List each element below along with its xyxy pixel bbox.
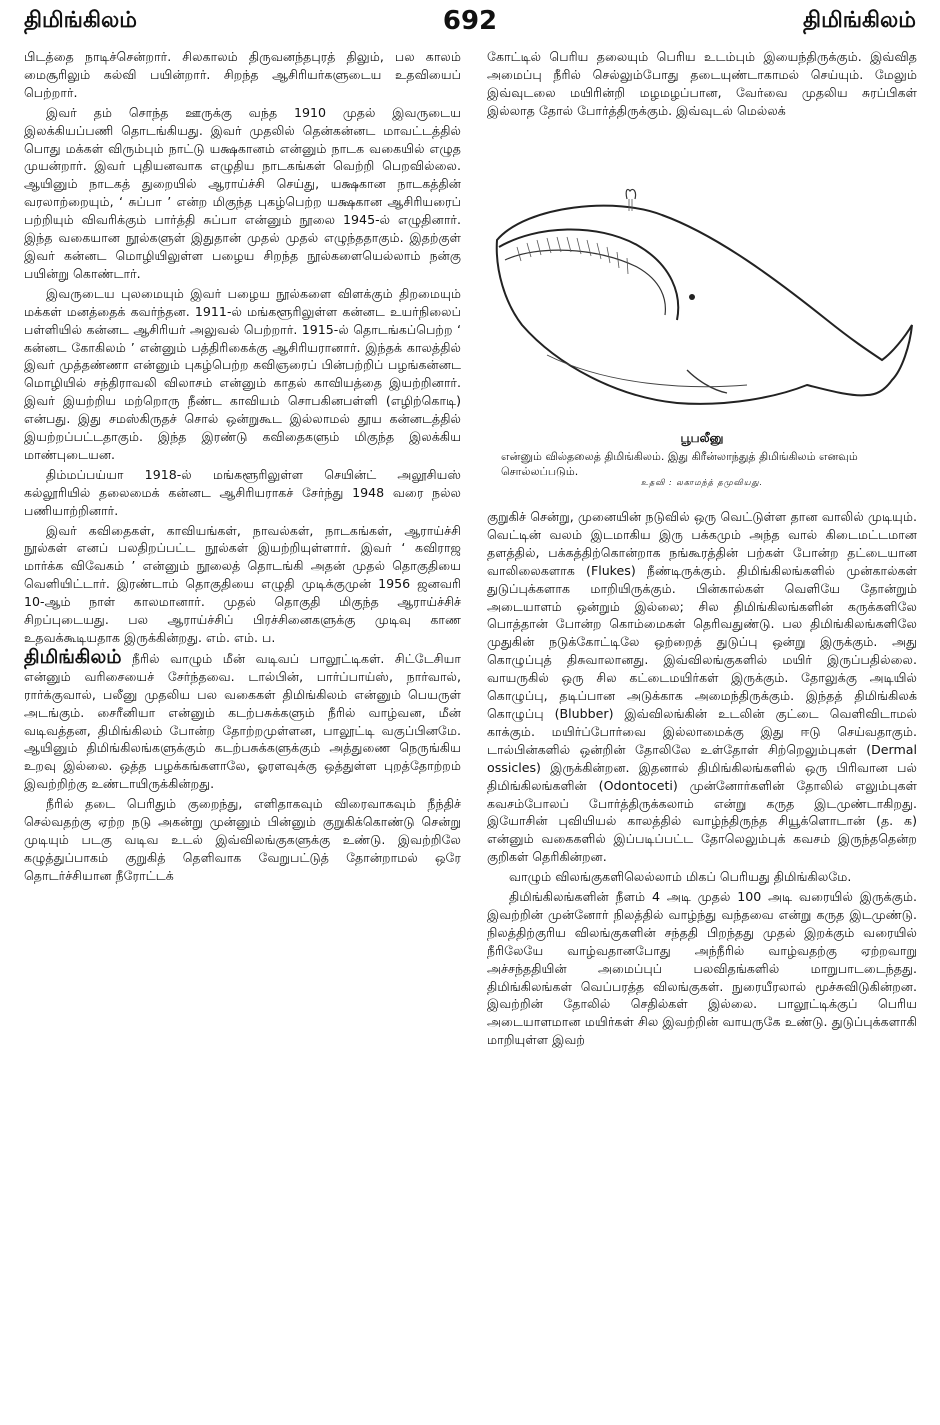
whale-figure [487, 185, 917, 507]
whale-body [497, 206, 912, 404]
paragraph: குறுகிச் சென்று, முனையின் நடுவில் ஒரு வெட்டுள்ள தான வாலில் முடியும். வெட்டின் வலம் இடமாகிய இரு பக்கமும் அந்த வால் கிடைமட்டமான தளத்தில், பக்கத்திற்கொன்றாக நங்கூரத்தின் பற்கள் போன்ற தட்டையான வாலிலைகளாக (Flukes) நீண்டிருக்கும். திமிங்கிலங்களில் முன்கால்கள் துடுப்புக்களாக மாறியிருக்கும். பின்கால்கள் வெளியே தோன்றும் அடையாளம் ஒன்றும் இல்லை; சில திமிங்கிலங்களின் கருக்களிலே பொத்தான் போன்ற கொம்மைகள் தெரிவதுண்டு. பல திமிங்கிலங்களிலே முதுகின் நடுக்கோட்டிலே ஒற்றைத் துடுப்பு ஒன்று இருக்கும். அது கொழுப்புத் திசுவாலானது. இவ்விலங்குகளில் மயிர் இருப்பதில்லை. வாயருகில் ஒரு சில கட்டைமயிர்கள் இருக்கும். தோலுக்கு அடியில் கொழுப்பு, தடிப்பான அடுக்காக அமைந்திருக்கும். இந்தத் திமிங்கிலக் கொழுப்பு (Blubber) இவ்விலங்கின் உடலின் குட்டை வெளிவிடாமல் காக்கும். மயிர்ப்போர்வை இல்லாமைக்கு இது ஈடு செய்வதாகும். டால்பின்களில் ஒன்றின் தோலிலே உள்தோள் சிற்றெலும்புகள் (Dermal ossicles) இருக்கின்றன. இதனால் திமிங்கிலங்களில் ஒரு பிரிவான பல் திமிங்கிலங்களின் (Odontoceti) முன்னோர்களின் தோலில் எலும்புகள் கவசம்போலப் போர்த்திருக்கலாம் என்று கருத இடமுண்டாகிறது. இயோசின் புவியியல் காலத்தில் வாழ்ந்திருந்த சியூக்ளொடான் (த. க) என்னும் வகைகளில் இப்படிப்பட்ட தோலெலும்புக் கவசம் இருந்ததென்ற குறிகள் தெரிகின்றன. [487, 509, 917, 865]
page-number: 692 [442, 6, 498, 36]
whale-flipper [687, 370, 727, 393]
whale-eye [689, 294, 695, 300]
whale-illustration [487, 185, 917, 425]
paragraph: நீரில் தடை பெரிதும் குறைந்து, எளிதாகவும் விரைவாகவும் நீந்திச் செல்வதற்கு ஏற்ற நடு அகன்று முன்னும் பின்னும் குறுகிக்கொண்டு சென்று முடியும் படகு வடிவ உடல் இவ்விலங்குகளுக்கு உண்டு. இவற்றிலே கழுத்துப்பாகம் குறுகித் தெளிவாக வேறுபட்டுத் தோன்றாமல் ஒரே தொடர்ச்சியான நீரோட்டக் [24, 796, 461, 883]
running-head-left: திமிங்கிலம் [24, 8, 137, 33]
paragraph: கோட்டில் பெரிய தலையும் பெரிய உடம்பும் இயைந்திருக்கும். இவ்வித அமைப்பு நீரில் செல்லும்போது தடையுண்டாகாமல் செய்யும். மேலும் இவ்வுடலை மயிரின்றி மழமழப்பான, வேர்வை முதலிய சுரப்பிகள் இல்லாத தோல் போர்த்திருக்கும். இவ்வுடல் மெல்லக் [487, 49, 917, 118]
paragraph: திம்மப்பய்யா 1918-ல் மங்களூரிலுள்ள செயின்ட் அலூசியஸ் கல்லூரியில் தலைமைக் கன்னட ஆசிரியராகச் சேர்ந்து 1948 வரை நல்ல பணியாற்றினார். [24, 466, 461, 518]
paragraph: இவர் கவிதைகள், காவியங்கள், நாவல்கள், நாடகங்கள், ஆராய்ச்சி நூல்கள் எனப் பலதிறப்பட்ட நூல்கள் இயற்றியுள்ளார். இவர் ‘ கவிராஜ மார்க்க விவேகம் ’ என்னும் நூலைத் தொடங்கி அதன் முதல் தொகுதியை வெளியிட்டார். இரண்டாம் தொகுதியை எழுதி முடிக்குமுன் 1956 ஜனவரி 10-ஆம் நாள் காலமானார். முதல் தொகுதி மிகுந்த ஆராய்ச்சிச் சிறப்புடையது. பல ஆராய்ச்சிப் பிரச்சினைகளுக்கு முடிவு காண உதவக்கூடியதாக இருக்கின்றது. எம். எம். ப. [24, 522, 461, 645]
figure-title: பூபலீனு [680, 431, 724, 445]
page-header [24, 6, 916, 42]
paragraph: இவருடைய புலமையும் இவர் பழைய நூல்களை விளக்கும் திறமையும் மக்கள் மனத்தைக் கவர்ந்தன. 1911-ல் மங்களூரிலுள்ள கன்னட உயர்நிலைப் பள்ளியில் கன்னட ஆசிரியர் அலுவல் பெற்றார். 1915-ல் தொடங்கப்பெற்ற ‘ கன்னட கோகிலம் ’ என்னும் பத்திரிகைக்கு ஆசிரியரானார். இந்தக் காலத்தில் இவர் முத்தண்ணா என்னும் புகழ்பெற்ற கவிஞரைப் பின்பற்றிப் பழங்கன்னட மொழியில் சந்திராவலி விலாசம் என்னும் காதல் காவியத்தை இயற்றினார். இவர் இயற்றிய மற்றொரு நீண்ட காவியம் சொபகினபள்ளி (எழிற்கொடி) என்பது. இது சமஸ்கிருதச் சொல் ஒன்றுகூட இல்லாமல் தூய கன்னடத்தில் இயற்றப்பட்டதாகும். இந்த இரண்டு கவிதைகளும் மிகுந்த இலக்கிய மாண்புடையன. [24, 285, 461, 462]
entry-paragraph [24, 645, 461, 793]
paragraph: இவர் தம் சொந்த ஊருக்கு வந்த 1910 முதல் இவருடைய இலக்கியப்பணி தொடங்கியது. இவர் முதலில் தென்கன்னட மாவட்டத்தில் பொது மக்கள் விரும்பும் நாட்டு யக்ஷகானம் என்னும் நாடக வகையில் எழுத முயன்றார். இவர் புதியனவாக எழுதிய நாடகங்கள் வெற்றி பெறவில்லை. ஆயினும் நாடகத் துறையில் ஆராய்ச்சி செய்து, யக்ஷகான நாடகத்தின் வரலாற்றையும், ‘ சுப்பா ’ என்ற மிகுந்த புகழ்பெற்ற யக்ஷகான ஆசிரியரைப் பற்றியும் விவரிக்கும் பார்த்தி சுப்பா என்னும் நூலை 1945-ல் எழுதினார். இந்த வகையான நூல்களுள் இதுதான் முதல் முதல் எழுந்ததாகும். இதற்குள் இவர் கன்னட மொழியிலுள்ள பழைய சிறந்த நூல்களையெல்லாம் நன்கு பயின்று கொண்டார். [24, 104, 461, 281]
left-column [24, 48, 461, 887]
entry-text: நீரில் வாழும் மீன் வடிவப் பாலூட்டிகள். சிட்டேசியா என்னும் வரிசையைச் சேர்ந்தவை. டால்பின், பார்ப்பாய்ஸ், நார்வால், ரார்க்குவால், பலீனு முதலிய பல வகைகள் திமிங்கிலம் என்னும் பெயருள் அடங்கும். சைரீனியா என்னும் கடற்பசுக்களும் நீரில் வாழ்வன, மீன் வடிவத்தன, திமிங்கிலம் போன்ற தோற்றமுள்ளன, பாலூட்டி வகுப்பினமே. ஆயினும் திமிங்கிலங்களுக்கும் கடற்பசுக்களுக்கும் அத்துணை நெருங்கிய உறவு இல்லை. ஒத்த பழக்கங்களாலே, ஓரளவுக்கு ஒத்துள்ள புறத்தோற்றம் இவற்றிற்கு உண்டாயிருக்கின்றது. [24, 650, 461, 792]
whale-mouth [499, 229, 678, 320]
paragraph: திமிங்கிலங்களின் நீளம் 4 அடி முதல் 100 அடி வரையில் இருக்கும். இவற்றின் முன்னோர் நிலத்தில் வாழ்ந்து வந்தவை என்று கருத இடமுண்டு. நிலத்திற்குரிய விலங்குகளின் சந்ததி பிறந்தது முதல் இறக்கும் வரையில் நீரிலேயே வாழ்வதானபோது அந்நீரில் வாழ்வதற்கு ஏற்றவாறு அச்சந்ததியின் அமைப்புப் பலவிதங்களில் மாறுபாடடைந்தது. திமிங்கிலங்கள் வெப்பரத்த விலங்குகள். நுரையீரலால் மூச்சுவிடுகின்றன. இவற்றின் தோலில் செதில்கள் இல்லை. பாலூட்டிக்குப் பெரிய அடையாளமான மயிர்கள் சில இவற்றின் வாயருகே உண்டு. துடுப்புக்களாகி மாறியுள்ள இவற் [487, 889, 917, 1048]
right-column-bottom [487, 508, 917, 1051]
entry-headword: திமிங்கிலம் [24, 645, 122, 668]
whale-spout [626, 189, 635, 199]
right-column-top [487, 48, 917, 122]
figure-caption: என்னும் வில்தலைத் திமிங்கிலம். இது கிரீன்லாந்துத் திமிங்கிலம் எனவும் சொல்லப்படும். [501, 450, 858, 478]
running-head-right: திமிங்கிலம் [803, 8, 916, 33]
paragraph: பிடத்தை நாடிச்சென்றார். சிலகாலம் திருவனந்தபுரத் திலும், பல காலம் மைசூரிலும் கல்வி பயின்றார். சிறந்த ஆசிரியர்களுடைய உதவியைப் பெற்றார். [24, 49, 461, 100]
figure-credit: உதவி : லகாமந்த் தமுவியது. [640, 478, 764, 487]
paragraph: வாழும் விலங்குகளிலெல்லாம் மிகப் பெரியது திமிங்கிலமே. [509, 869, 852, 885]
